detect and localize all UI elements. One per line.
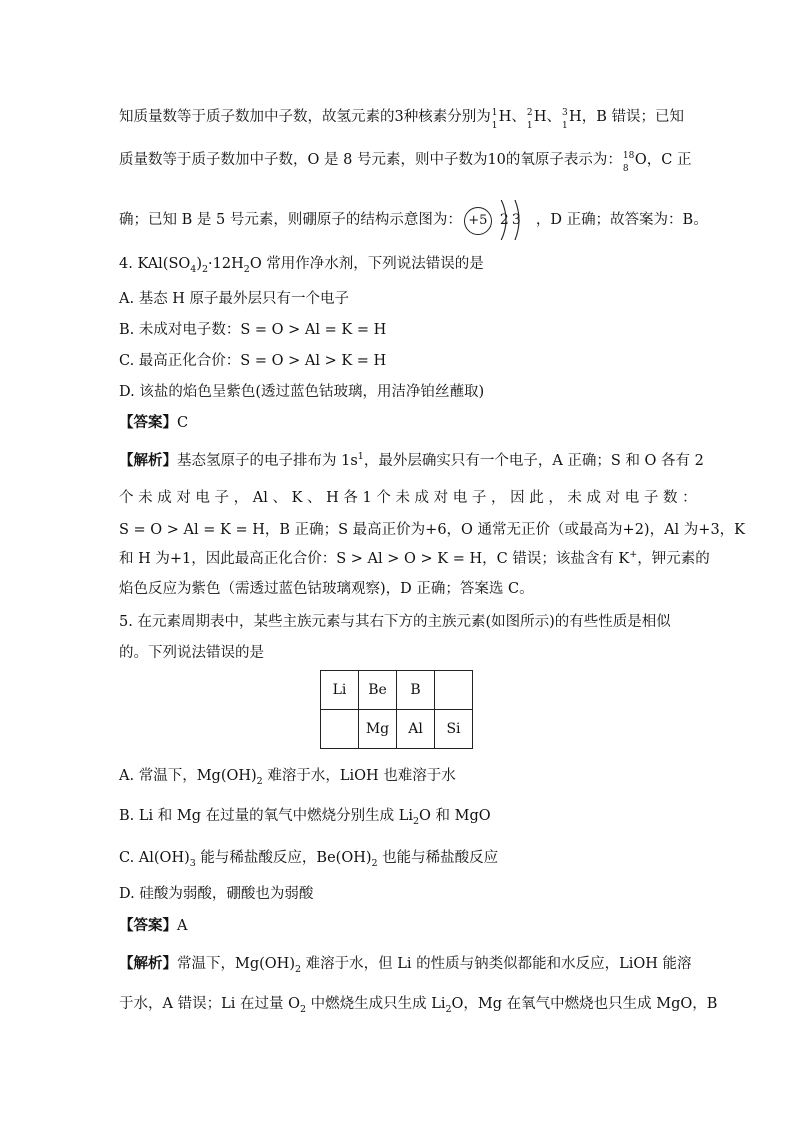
option-b: B. 未成对电子数：S = O > Al = K = H xyxy=(119,322,387,338)
answer-value: A xyxy=(177,918,188,934)
element-cell xyxy=(435,671,473,710)
question-5-stem: 的。下列说法错误的是 xyxy=(119,645,264,661)
nucleus: +5 xyxy=(464,207,492,235)
analysis-line: 于水，A 错误；Li 在过量 $O_2$ 中燃烧生成只生成 $Li_2O$，Mg 在氧气中燃烧也只生成 MgO，B xyxy=(119,996,718,1015)
table-row xyxy=(321,671,473,710)
shell-electrons: 3 xyxy=(511,212,521,228)
option-a: A. 常温下，$Mg(OH)_2$ 难溶于水，LiOH 也难溶于水 xyxy=(119,768,456,787)
analysis-line: 焰色反应为紫色（需透过蓝色钴玻璃观察)，D 正确；答案选 C。 xyxy=(119,581,534,597)
question-5-stem: 5. 在元素周期表中，某些主族元素与其右下方的主族元素(如图所示)的有些性质是相似 xyxy=(119,614,671,630)
question-4-stem: 4. $KAl(SO_4)_2\cdot 12H_2O$ 常用作净水剂，下列说法错误的是 xyxy=(119,256,484,275)
element-cell: Li xyxy=(321,671,359,710)
analysis-label: 【解析】 xyxy=(119,955,177,972)
answer-line xyxy=(119,916,187,936)
analysis-line: S = O > Al = K = H，B 正确；S 最高正价为+6，O 通常无正价（或最高为+2)，Al 为+3，K xyxy=(119,522,746,538)
text-line xyxy=(119,200,708,240)
element-cell: Al xyxy=(397,710,435,749)
analysis-line: 【解析】常温下，$Mg(OH)_2$ 难溶于水，但 Li 的性质与钠类似都能和水反应，LiOH 能溶 xyxy=(119,955,692,975)
table-row xyxy=(321,710,473,749)
text: 确；已知 B 是 5 号元素，则硼原子的结构示意图为： xyxy=(119,212,462,228)
isotope-notation: 3 1 xyxy=(562,108,568,131)
analysis-label: 【解析】 xyxy=(119,452,177,469)
option-d: D. 该盐的焰色呈紫色(透过蓝色钴玻璃，用洁净铂丝蘸取) xyxy=(119,384,485,400)
text-line: 质量数等于质子数加中子数，O 是 8 号元素，则中子数为10的氧原子表示为： 18 8 O，C 正 xyxy=(119,151,692,174)
analysis-line: 和 H 为+1，因此最高正化合价：S > Al > O > K = H，C 错误；该盐含有 K+，钾元素的 xyxy=(119,549,710,567)
element-cell: B xyxy=(397,671,435,710)
answer-value: C xyxy=(177,415,189,431)
text: ，D 正确；故答案为：B。 xyxy=(535,212,708,228)
text: ，B 错误；已知 xyxy=(581,109,684,125)
answer-label: 【答案】 xyxy=(119,917,177,934)
option-a: A. 基态 H 原子最外层只有一个电子 xyxy=(119,291,350,307)
electron-shell-arcs xyxy=(462,200,536,240)
answer-label: 【答案】 xyxy=(119,414,177,431)
text: 3 xyxy=(394,109,404,125)
analysis-line: 【解析】基态氢原子的电子排布为 $1s^1$，最外层确实只有一个电子，A 正确；S 和 O 各有 2 xyxy=(119,451,704,469)
element-cell xyxy=(321,710,359,749)
isotope-notation: 1 1 xyxy=(491,108,498,131)
text: 知质量数等于质子数加中子数，故氢元素的 xyxy=(119,109,395,125)
text: 种核素分别为 xyxy=(403,109,491,125)
element-cell: Si xyxy=(435,710,473,749)
periodic-table-fragment xyxy=(320,670,473,749)
text: 质量数等于质子数加中子数，O 是 8 号元素，则中子数为 xyxy=(119,152,488,168)
text-line: 知质量数等于质子数加中子数，故氢元素的3种核素分别为 1 1 H、 2 1 H、 3 1 H，B 错误；已知 xyxy=(119,108,684,131)
element-cell: Be xyxy=(359,671,397,710)
element-cell: Mg xyxy=(359,710,397,749)
option-b: B. Li 和 Mg 在过量的氧气中燃烧分别生成 $Li_2O$ 和 MgO xyxy=(119,808,491,827)
isotope-notation: 18 8 xyxy=(622,151,635,174)
option-c: C. $Al(OH)_3$ 能与稀盐酸反应，$Be(OH)_2$ 也能与稀盐酸反应 xyxy=(119,850,499,869)
analysis-line: 个 未 成 对 电 子 ， Al 、 K 、 H 各 1 个 未 成 对 电 子 ， 因 此 ， 未 成 对 电 子 数 ： xyxy=(119,490,697,506)
shell-electrons: 2 xyxy=(499,212,509,228)
option-d: D. 硅酸为弱酸，硼酸也为弱酸 xyxy=(119,886,314,902)
atom-structure-diagram xyxy=(462,200,536,240)
isotope-notation: 2 1 xyxy=(526,108,533,131)
answer-line xyxy=(119,413,188,433)
option-c: C. 最高正化合价：S = O > Al > K = H xyxy=(119,353,387,369)
